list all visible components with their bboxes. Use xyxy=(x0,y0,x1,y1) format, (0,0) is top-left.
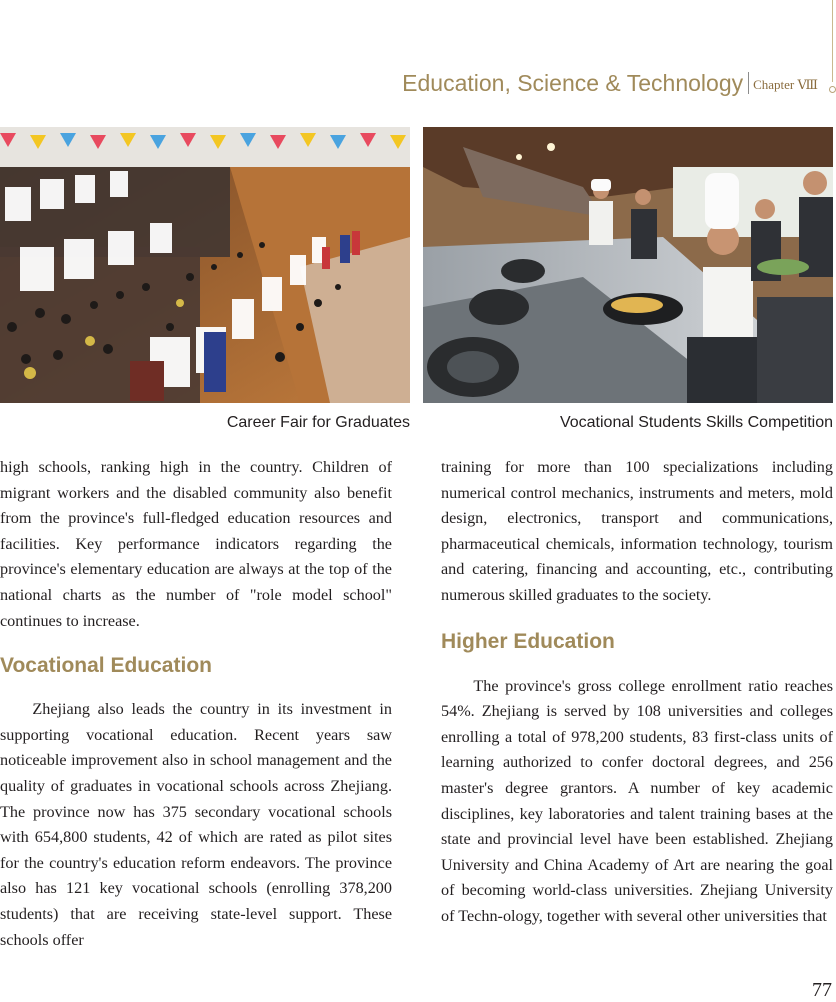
chapter-label: Chapter Ⅷ xyxy=(753,77,818,92)
skills-competition-caption: Vocational Students Skills Competition xyxy=(559,414,833,431)
running-header xyxy=(402,66,818,100)
edge-ornament xyxy=(829,86,836,93)
specializations-paragraph: training for more than 100 specializations including numerical control mechanics, instruments and meters, mold design, electronics, transport and communications, pharmaceutical chemicals, information technology, tourism and catering, financing and accounting, etc., contributing numerous skilled graduates to the society. xyxy=(441,458,833,604)
career-fair-caption: Career Fair for Graduates xyxy=(226,414,410,431)
vocational-heading: Vocational Education xyxy=(0,654,212,678)
career-fair-illustration xyxy=(0,127,410,403)
vocational-paragraph: Zhejiang also leads the country in its investment in supporting vocational education. Recent years saw noticeable improvement also in school management and the quality of graduates in vocational schools across Zhejiang. The province now has 375 secondary vocational schools with 654,800 students, 42 of which are rated as pilot sites for the country's education reform endeavors. The province also has 121 key vocational schools (enrolling 378,200 students) that are receiving state-level support. These schools offer xyxy=(0,700,392,949)
higher-education-heading: Higher Education xyxy=(441,629,615,653)
edge-rule xyxy=(832,0,833,82)
higher-education-paragraph: The province's gross college enrollment ratio reaches 54%. Zhejiang is served by 108 universities and colleges enrolling a total of 978,200 students, 83 first-class units of learning authorized to confer doctoral degrees, and 256 master's degree grantors. A number of key academic disciplines, key laboratories and talent training bases at the state and provincial level have been established. Zhejiang University and China Academy of Art are nearing the goal of becoming world-class universities. Zhejiang University of Techn-ology, together with several other universities that xyxy=(441,676,833,925)
career-fair-photo xyxy=(0,127,410,403)
skills-competition-photo xyxy=(423,127,833,403)
left-column xyxy=(0,455,392,953)
elementary-paragraph: high schools, ranking high in the country. Children of migrant workers and the disabled community also benefit from the province's full-fledged education resources and facilities. Key performance indicators regarding the province's elementary education are always at the top of the national charts as the number of "role model school" continues to increase. xyxy=(0,458,392,630)
page-number: 77 xyxy=(812,979,832,1001)
skills-competition-illustration xyxy=(423,127,833,403)
header-divider xyxy=(748,72,749,94)
running-header-title: Education, Science & Technology xyxy=(402,69,744,96)
right-column xyxy=(441,455,833,930)
